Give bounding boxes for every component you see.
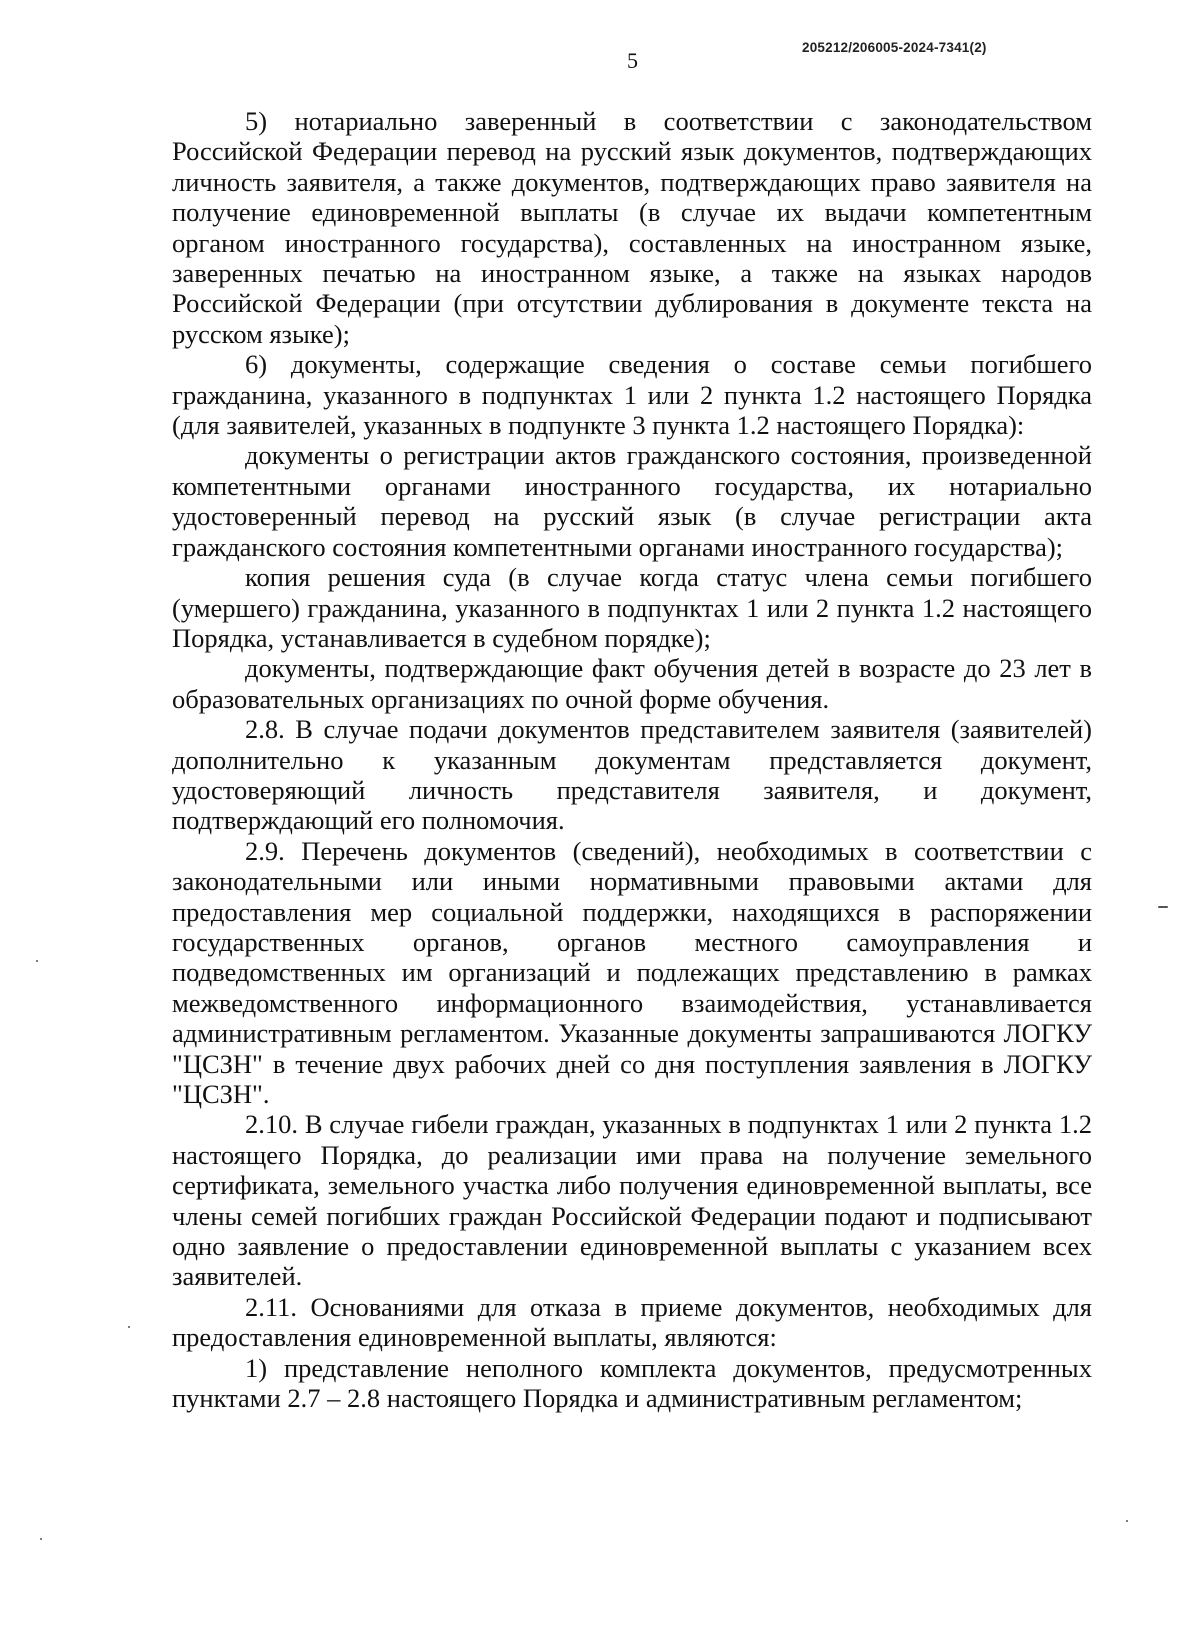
paragraph-civil-registration-documents: документы о регистрации актов гражданского состояния, произведенной компетентными органами иностранного государства, их нотариально удостоверенный перевод на русский язык (в случае регистрации акта гражданского состояния компетентными органами иностранного государства);: [172, 440, 1092, 562]
scan-speck: [36, 960, 38, 962]
document-body: [172, 106, 1092, 1413]
scan-speck: [40, 1538, 42, 1540]
paragraph-court-decision-copy: копия решения суда (в случае когда статус члена семьи погибшего (умершего) гражданина, указанного в подпунктах 1 или 2 пункта 1.2 настоящего Порядка, устанавливается в судебном порядке);: [172, 562, 1092, 653]
scan-speck: [128, 1326, 130, 1328]
paragraph-item-6: 6) документы, содержащие сведения о составе семьи погибшего гражданина, указанного в подпунктах 1 или 2 пункта 1.2 настоящего Порядка (для заявителей, указанных в подпункте 3 пункта 1.2 настоящего Порядка):: [172, 349, 1092, 441]
paragraph-2-11: 2.11. Основаниями для отказа в приеме документов, необходимых для предоставления единовременной выплаты, являются:: [172, 1291, 1092, 1353]
paragraph-2-10: 2.10. В случае гибели граждан, указанных в подпунктах 1 или 2 пункта 1.2 настоящего Порядка, до реализации ими права на получение земельного сертификата, земельного участка либо получения единовременной выплаты, все члены семей погибших граждан Российской Федерации подают и подписывают одно заявление о предоставлении единовременной выплаты с указанием всех заявителей.: [172, 1109, 1092, 1292]
paragraph-2-11-item-1: 1) представление неполного комплекта документов, предусмотренных пунктами 2.7 – 2.8 настоящего Порядка и административным регламентом;: [172, 1352, 1092, 1414]
paragraph-education-documents: документы, подтверждающие факт обучения детей в возрасте до 23 лет в образовательных организациях по очной форме обучения.: [172, 653, 1092, 714]
page-number: 5: [627, 48, 638, 73]
paragraph-2-9: 2.9. Перечень документов (сведений), необходимых в соответствии с законодательными или иными нормативными правовыми актами для предоставления мер социальной поддержки, находящихся в распоряжении государственных органов, органов местного самоуправления и подведомственных им организаций и подлежащих представлению в рамках межведомственного информационного взаимодействия, устанавливается административным регламентом. Указанные документы запрашиваются ЛОГКУ "ЦСЗН" в течение двух рабочих дней со дня поступления заявления в ЛОГКУ "ЦСЗН".: [172, 835, 1092, 1109]
paragraph-item-5: 5) нотариально заверенный в соответствии с законодательством Российской Федерации перевод на русский язык документов, подтверждающих личность заявителя, а также документов, подтверждающих право заявителя на получение единовременной выплаты (в случае их выдачи компетентным органом иностранного государства), составленных на иностранном языке, заверенных печатью на иностранном языке, а также на языках народов Российской Федерации (при отсутствии дублирования в документе текста на русском языке);: [172, 106, 1092, 349]
document-id: 205212/206005-2024-7341(2): [802, 40, 987, 55]
scan-speck: [1158, 906, 1168, 908]
scan-speck: [1126, 1520, 1128, 1522]
paragraph-2-8: 2.8. В случае подачи документов представителем заявителя (заявителей) дополнительно к указанным документам представляется документ, удостоверяющий личность представителя заявителя, и документ, подтверждающий его полномочия.: [172, 714, 1092, 836]
